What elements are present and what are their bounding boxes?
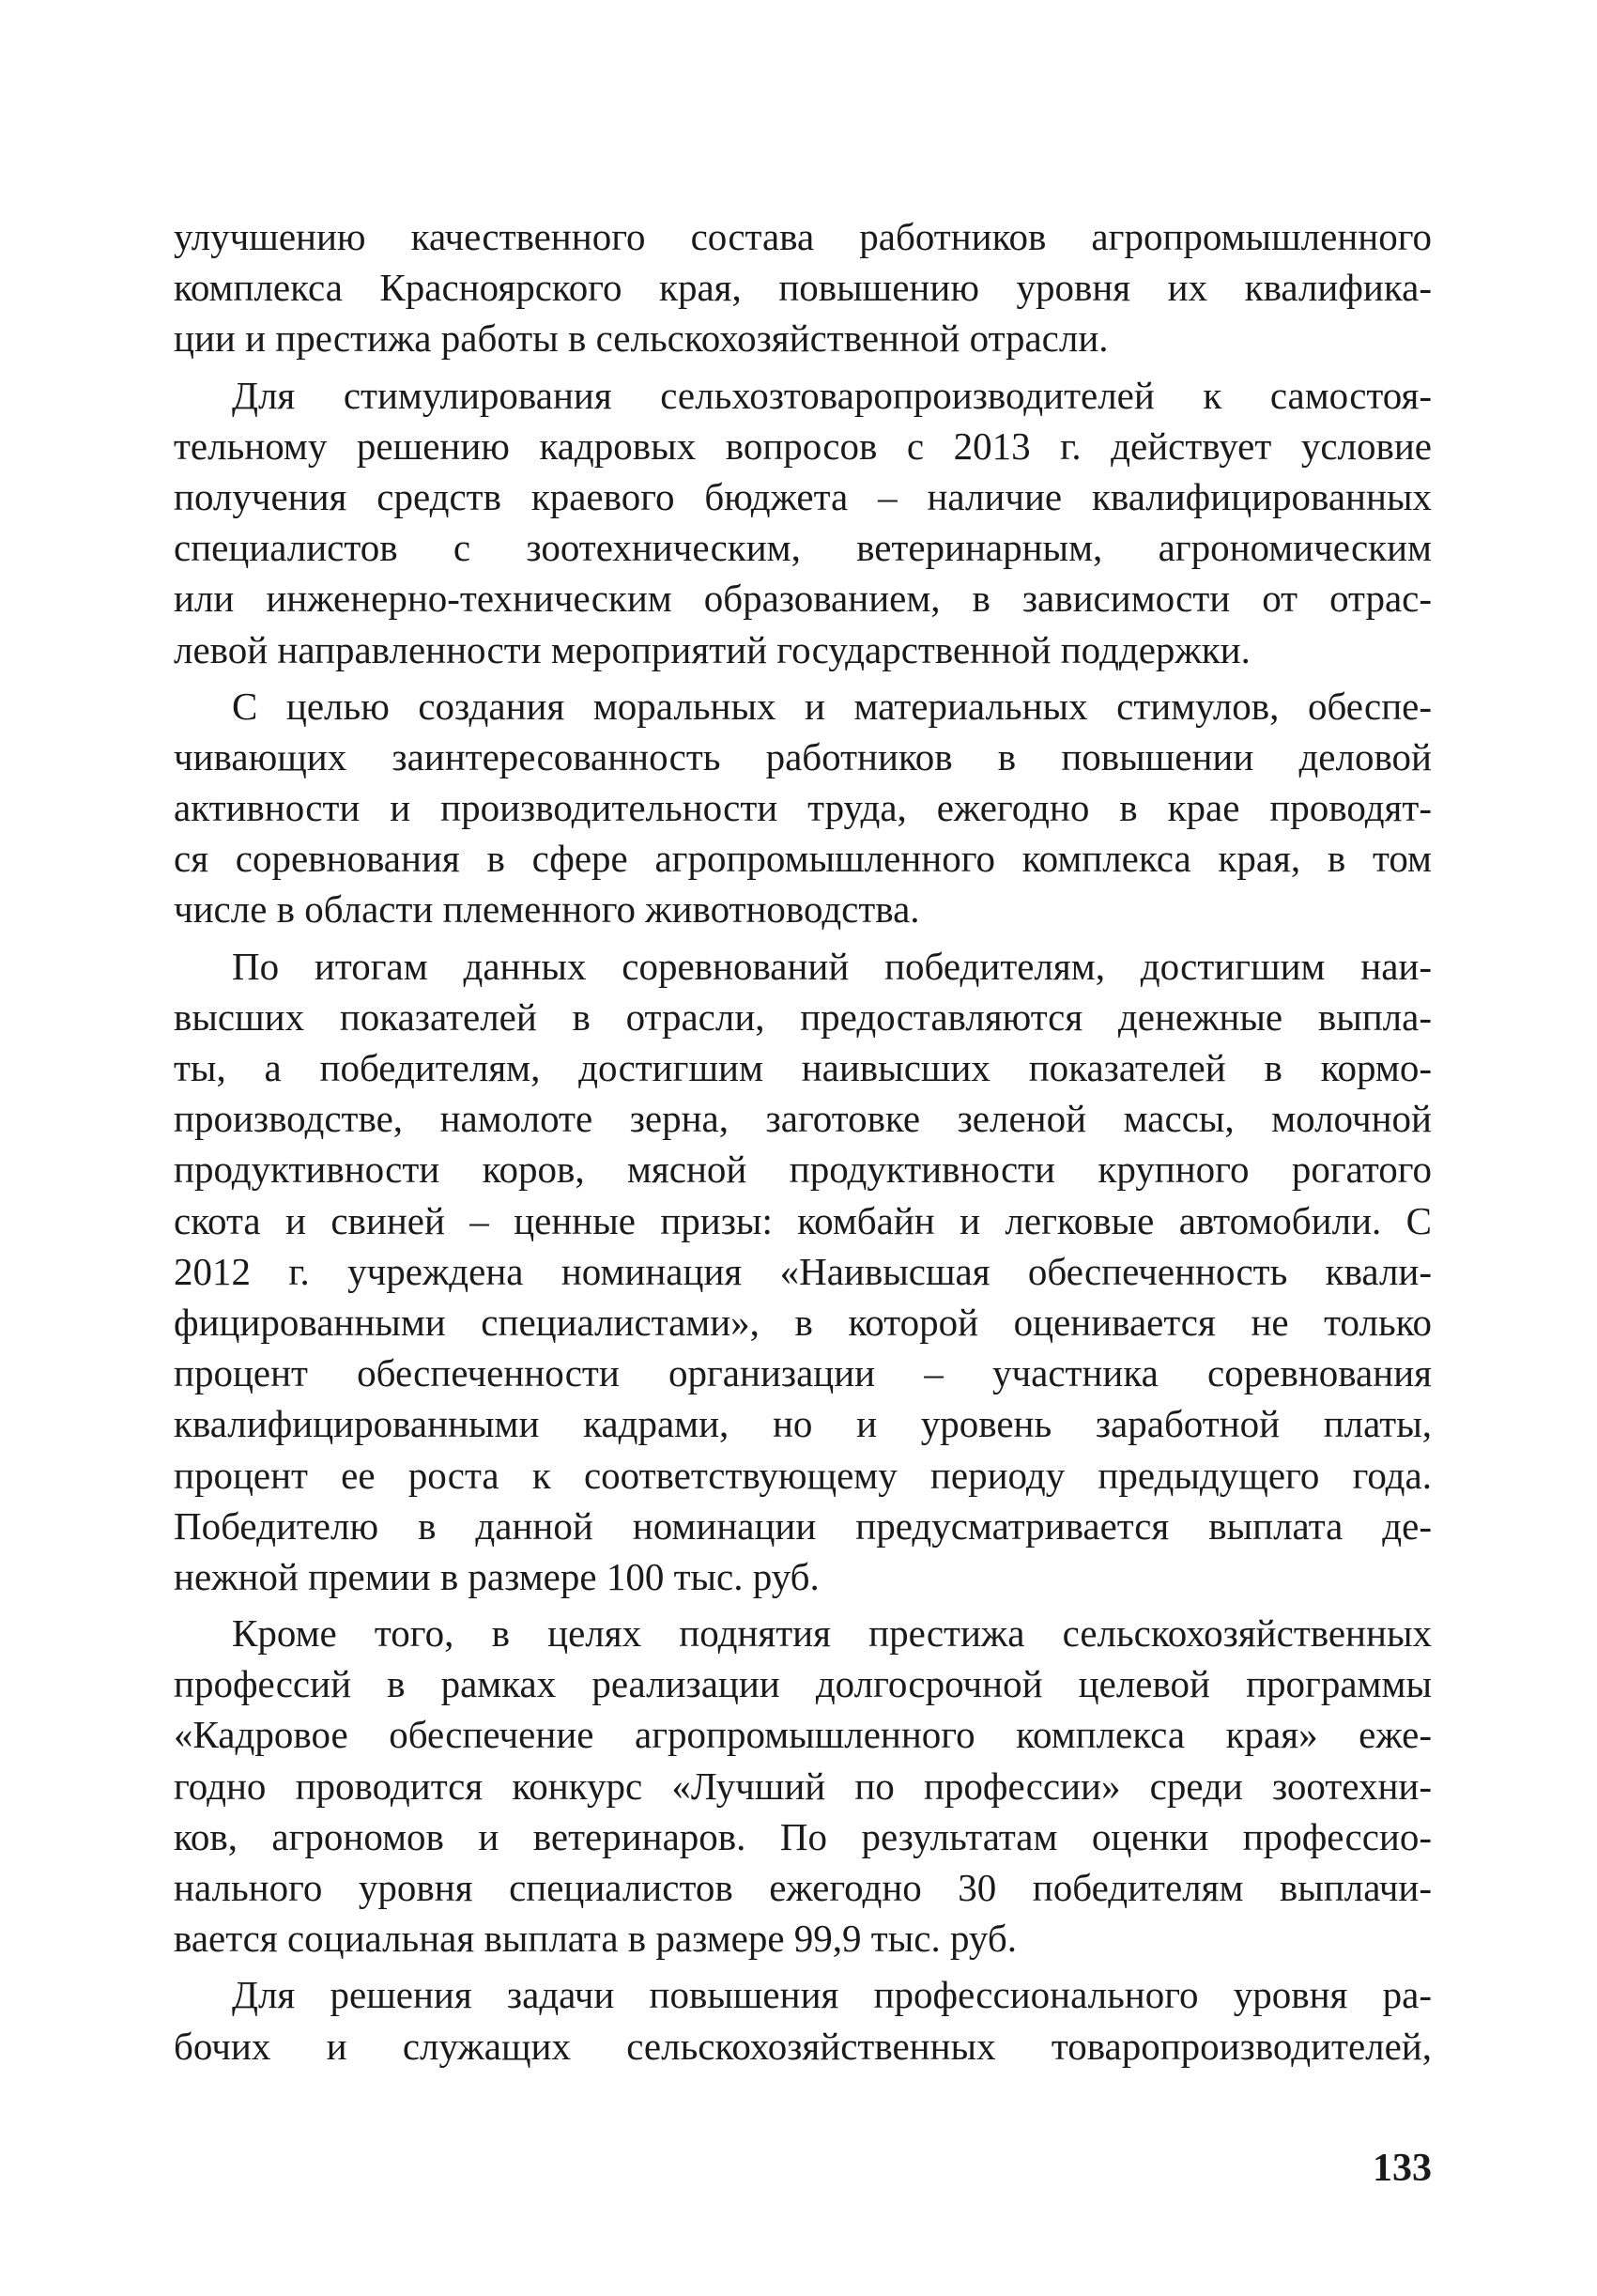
text-line: активности и производительности труда, ежегодно в крае проводят-	[174, 786, 1432, 830]
text-line: По итогам данных соревнований победителям, достигшим наи-	[232, 944, 1432, 988]
text-line: производстве, намолоте зерна, заготовке зеленой массы, молочной	[174, 1097, 1432, 1141]
text-line: высших показателей в отрасли, предоставляются денежные выпла-	[174, 994, 1432, 1039]
text-line: Победителю в данной номинации предусматривается выплата де-	[174, 1503, 1432, 1548]
text-line: ты, а победителям, достигшим наивысших показателей в кормо-	[174, 1046, 1432, 1089]
text-line: числе в области племенного животноводства.	[174, 887, 920, 932]
text-line: нального уровня специалистов ежегодно 30 победителям выплачи-	[174, 1866, 1432, 1909]
text-line: С целью создания моральных и материальных стимулов, обеспе-	[232, 684, 1432, 728]
paragraph-3	[174, 681, 1432, 935]
text-line: бочих и служащих сельскохозяйственных товаропроизводителей,	[174, 2024, 1432, 2068]
text-line: Кроме того, в целях поднятия престижа сельскохозяйственных	[232, 1611, 1432, 1656]
text-line: ся соревнования в сфере агропромышленного комплекса края, в том	[174, 837, 1432, 881]
text-line: процент обеспеченности организации – участника соревнования	[174, 1351, 1432, 1395]
text-line: ков, агрономов и ветеринаров. По результатам оценки профессио-	[174, 1814, 1432, 1858]
text-line: фицированными специалистами», в которой оценивается не только	[174, 1300, 1432, 1344]
text-line: «Кадровое обеспечение агропромышленного комплекса края» еже-	[174, 1713, 1432, 1757]
paragraph-6	[174, 1969, 1432, 2071]
text-line: процент ее роста к соответствующему периоду предыдущего года.	[174, 1453, 1432, 1497]
text-line: чивающих заинтересованность работников в повышении деловой	[174, 734, 1432, 778]
paragraph-5	[174, 1608, 1432, 1964]
paragraph-1	[174, 211, 1432, 364]
text-line: нежной премии в размере 100 тыс. руб.	[174, 1554, 820, 1598]
text-line: Для решения задачи повышения профессионального уровня ра-	[232, 1973, 1432, 2017]
paragraph-4	[174, 941, 1432, 1602]
text-line: квалифицированными кадрами, но и уровень заработной платы,	[174, 1402, 1432, 1446]
text-line: вается социальная выплата в размере 99,9 тыс. руб.	[174, 1917, 1017, 1961]
text-line: улучшению качественного состава работников агропромышленного	[174, 215, 1432, 258]
text-line: 2012 г. учреждена номинация «Наивысшая обеспеченность квали-	[174, 1249, 1432, 1293]
page-body	[174, 211, 1432, 2077]
text-line: продуктивности коров, мясной продуктивности крупного рогатого	[174, 1148, 1432, 1192]
text-line: получения средств краевого бюджета – наличие квалифицированных	[174, 474, 1432, 518]
text-line: Для стимулирования сельхозтоваропроизводителей к самостоя-	[232, 373, 1432, 417]
text-line: годно проводится конкурс «Лучший по профессии» среди зоотехни-	[174, 1764, 1432, 1808]
text-line: профессий в рамках реализации долгосрочной целевой программы	[174, 1662, 1432, 1706]
text-line: левой направленности мероприятий государственной поддержки.	[174, 627, 1251, 671]
paragraph-2	[174, 370, 1432, 675]
text-line: скота и свиней – ценные призы: комбайн и легковые автомобили. С	[174, 1198, 1432, 1242]
page-number: 133	[1373, 2147, 1432, 2190]
text-line: ции и престижа работы в сельскохозяйственной отрасли.	[174, 316, 1109, 361]
text-line: комплекса Красноярского края, повышению уровня их квалифика-	[174, 266, 1432, 310]
text-line: или инженерно-техническим образованием, в зависимости от отрас-	[174, 577, 1432, 621]
text-line: тельному решению кадровых вопросов с 2013 г. действует условие	[174, 424, 1432, 468]
text-line: специалистов с зоотехническим, ветеринарным, агрономическим	[174, 526, 1432, 570]
